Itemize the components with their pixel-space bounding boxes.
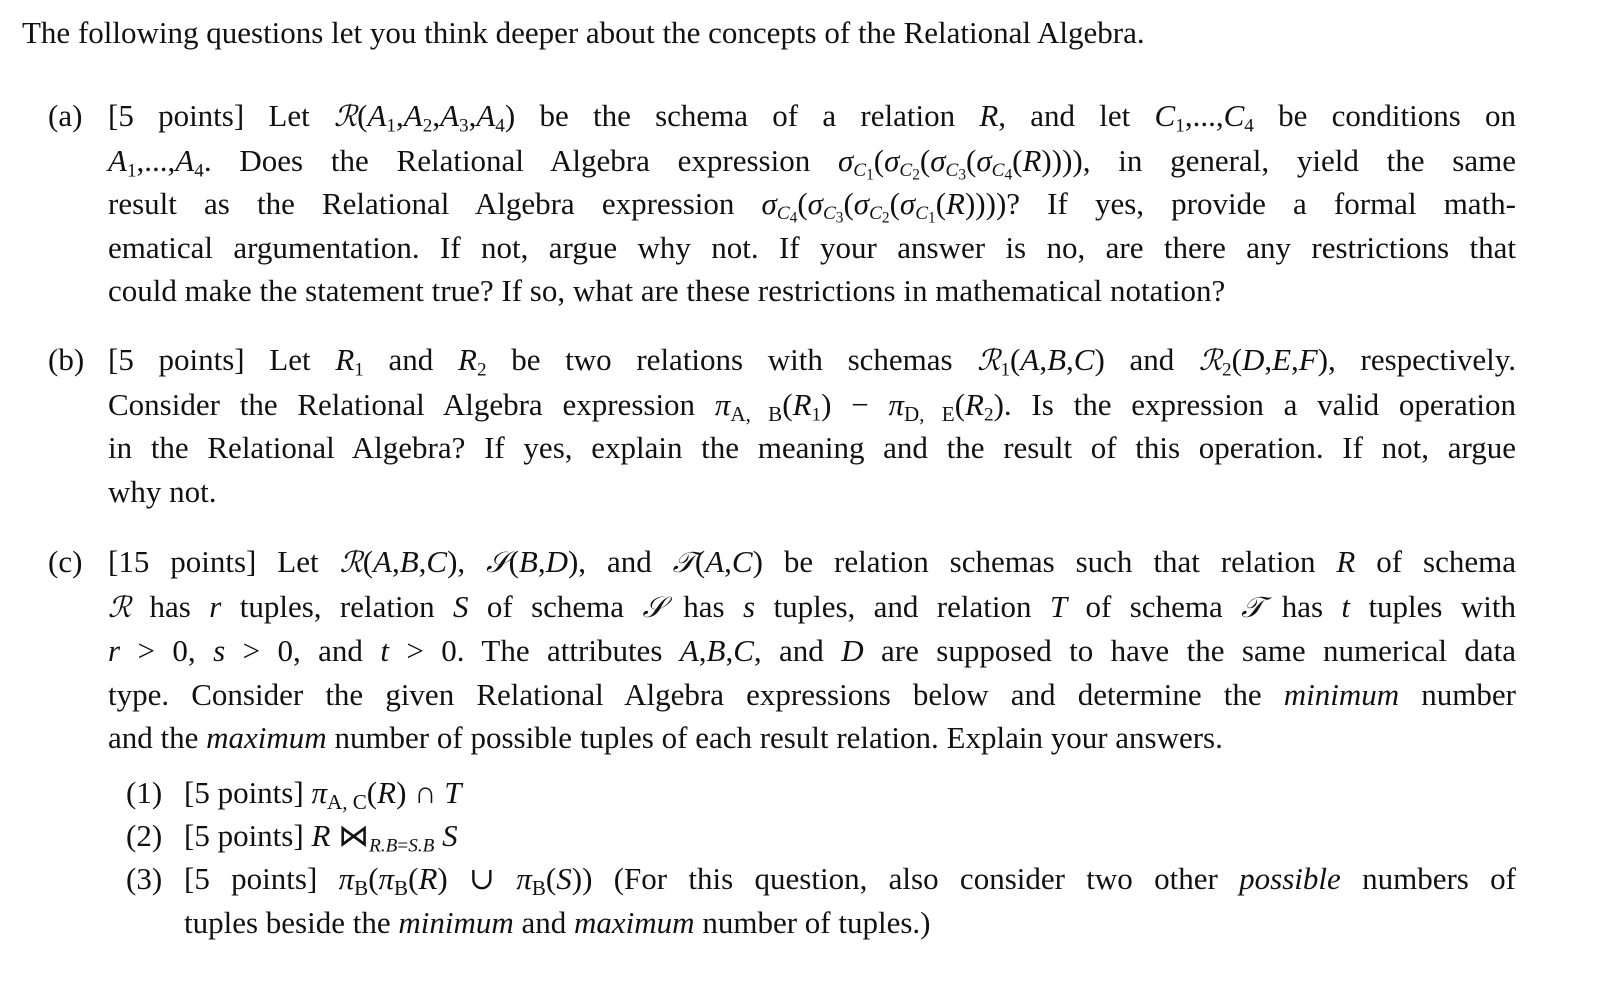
question-b-line-3: in the Relational Algebra? If yes, explain the meaning and the result of this operation. If not, argue (108, 430, 1516, 465)
subquestion-3-text (184, 857, 1516, 944)
question-b-line-1: [5 points] Let $R_1$ and $R_2$ be two relations with schemas ℛ$_1$(A,B,C) and ℛ$_2$(D,E,F), respectively. (108, 342, 1516, 381)
question-c-line-2: ℛ has r tuples, relation S of schema 𝒮 has s tuples, and relation T of schema 𝒯 has t tuples with (108, 588, 1516, 624)
question-c-points: [15 points] (108, 544, 257, 579)
intro-text: The following questions let you think deeper about the concepts of the Relational Algebra. (22, 15, 1145, 50)
question-c-line-5: and the maximum number of possible tuples of each result relation. Explain your answers. (108, 720, 1223, 755)
subquestion-3-points: [5 points] (184, 861, 318, 896)
question-b-line-2: Consider the Relational Algebra expression πA, $B(R_1) - \pi D$, $E(R_2)$. Is the expression a valid operation (108, 386, 1516, 426)
subquestion-1-line-1: [5 points] πA, C(R) ∩ T (184, 775, 462, 814)
question-b-text (108, 338, 1516, 513)
subquestion-2-label: (2) (126, 818, 163, 853)
subquestion-1-label: (1) (126, 775, 163, 810)
question-a-text (108, 94, 1516, 313)
subquestion-3-line-2: tuples beside the minimum and maximum number of tuples.) (184, 904, 931, 940)
question-c-line-4: type. Consider the given Relational Algebra expressions below and determine the minimum number (108, 676, 1516, 712)
question-a-line-4: ematical argumentation. If not, argue why not. If your answer is no, are there any restrictions that (108, 229, 1516, 265)
question-a-line-5: could make the statement true? If so, what are these restrictions in mathematical notation? (108, 273, 1226, 308)
question-b-label: (b) (48, 342, 85, 377)
question-b-line-4: why not. (108, 473, 217, 509)
subquestion-3-label: (3) (126, 861, 163, 896)
question-b-points: [5 points] (108, 342, 245, 377)
question-a-points: [5 points] (108, 98, 245, 133)
question-c-line-3: r > 0, s > 0, and t > 0. The attributes A,B,C, and D are supposed to have the same numerical data (108, 633, 1516, 668)
subquestion-3-line-1: [5 points] πB(πB(R) ∪ πB(S)) (For this question, also consider two other possible numbers of (184, 861, 1516, 900)
subquestion-1-text (184, 771, 1516, 815)
question-a-line-2: $A_1,...,A_4$. Does the Relational Algebra expression $\sigma_{C_1}(\sigma_{C_2}(\sigma_{C_3}(\sigma_{C_4}(R))))$, in general, yield the same (108, 142, 1516, 184)
subquestion-2-text (184, 814, 1516, 858)
question-a-line-1: [5 points] Let $ℛ(A_1,A_2,A_3,A_4)$ be the schema of a relation R, and let $C_1,...,C_4$ be conditions on (108, 98, 1517, 137)
subquestion-2-points: [5 points] (184, 818, 304, 853)
question-a-line-3: result as the Relational Algebra expression $\sigma_{C_4}(\sigma_{C_3}(\sigma_{C_2}(\sigma_{C_1}(R))))$? If yes, provide a formal math- (108, 186, 1517, 227)
subquestion-1-points: [5 points] (184, 775, 304, 810)
question-c-line-1: [15 points] Let ℛ(A,B,C), 𝒮(B,D), and 𝒯(A,C) be relation schemas such that relation R of schema (108, 544, 1516, 579)
question-a-label: (a) (48, 98, 83, 133)
question-c-label: (c) (48, 544, 83, 579)
question-c-text (108, 540, 1516, 760)
subquestion-2-line-1: [5 points] R $⋈_{R.B=S.B}$ S (184, 818, 458, 857)
